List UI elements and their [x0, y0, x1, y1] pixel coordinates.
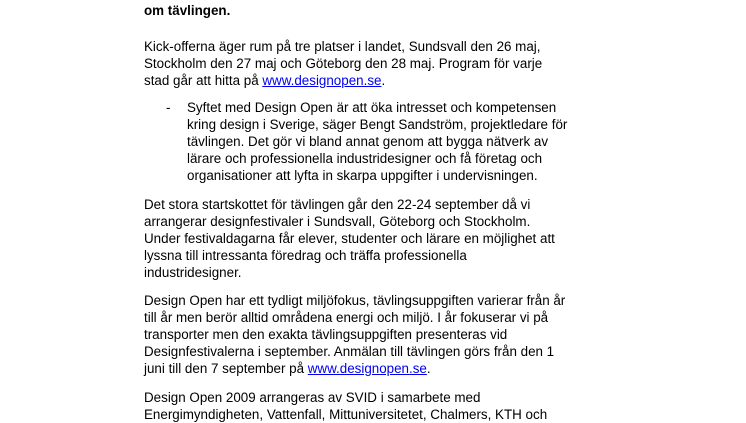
text-line: kring design i Sverige, säger Bengt Sandström, projektledare för [187, 117, 568, 132]
text-line: tävlingen. Det gör vi bland annat genom att bygga nätverk av [187, 134, 549, 149]
text-line: till år men berör alltid områdena energi och miljö. I år fokuserar vi på [144, 310, 549, 325]
text-fragment: . [426, 361, 431, 376]
text-line: Energimyndigheten, Vattenfall, Mittuniversitetet, Chalmers, KTH och [144, 407, 548, 422]
text-line: organisationer att lyfta in skarpa uppgifter i undervisningen. [187, 168, 538, 183]
paragraph-arrangors [144, 389, 547, 423]
designopen-link[interactable]: www.designopen.se [307, 361, 427, 376]
text-line: Design Open har ett tydligt miljöfokus, tävlingsuppgiften varierar från år [144, 293, 566, 308]
quote-paragraph [187, 99, 567, 184]
text-line: arrangerar designfestivaler i Sundsvall, Göteborg och Stockholm. [144, 214, 531, 229]
text-line: Stockholm den 27 maj och Göteborg den 28 maj. Program för varje [144, 56, 543, 71]
text-line: Design Open 2009 arrangeras av SVID i samarbete med [144, 390, 481, 405]
text-line: Designfestivalerna i september. Anmälan till tävlingen görs från den 1 [144, 344, 555, 359]
text-line: Syftet med Design Open är att öka intresset och kompetensen [187, 100, 557, 115]
paragraph-miljofokus [144, 292, 565, 377]
text-line: transporter men den exakta tävlingsuppgiften presenteras vid [144, 327, 508, 342]
heading-tail: om tävlingen. [144, 3, 231, 18]
text-fragment: stad går att hitta på [144, 73, 263, 88]
text-line [144, 72, 542, 89]
text-line: lyssna till intressanta föredrag och träffa professionella [144, 248, 467, 263]
list-dash: - [166, 100, 171, 115]
text-line: industridesigner. [144, 265, 242, 280]
paragraph-kickoff [144, 38, 542, 89]
text-line: Det stora startskottet för tävlingen går den 22-24 september då vi [144, 197, 531, 212]
text-line: Under festivaldagarna får elever, studenter och lärare en möjlighet att [144, 231, 555, 246]
paragraph-startskott [144, 196, 555, 281]
text-line [144, 360, 565, 377]
designopen-link[interactable]: www.designopen.se [262, 73, 382, 88]
text-line: lärare och professionella industridesigner och få företag och [187, 151, 543, 166]
text-line: Kick-offerna äger rum på tre platser i landet, Sundsvall den 26 maj, [144, 39, 541, 54]
text-fragment: . [381, 73, 386, 88]
text-fragment: juni till den 7 september på [144, 361, 308, 376]
